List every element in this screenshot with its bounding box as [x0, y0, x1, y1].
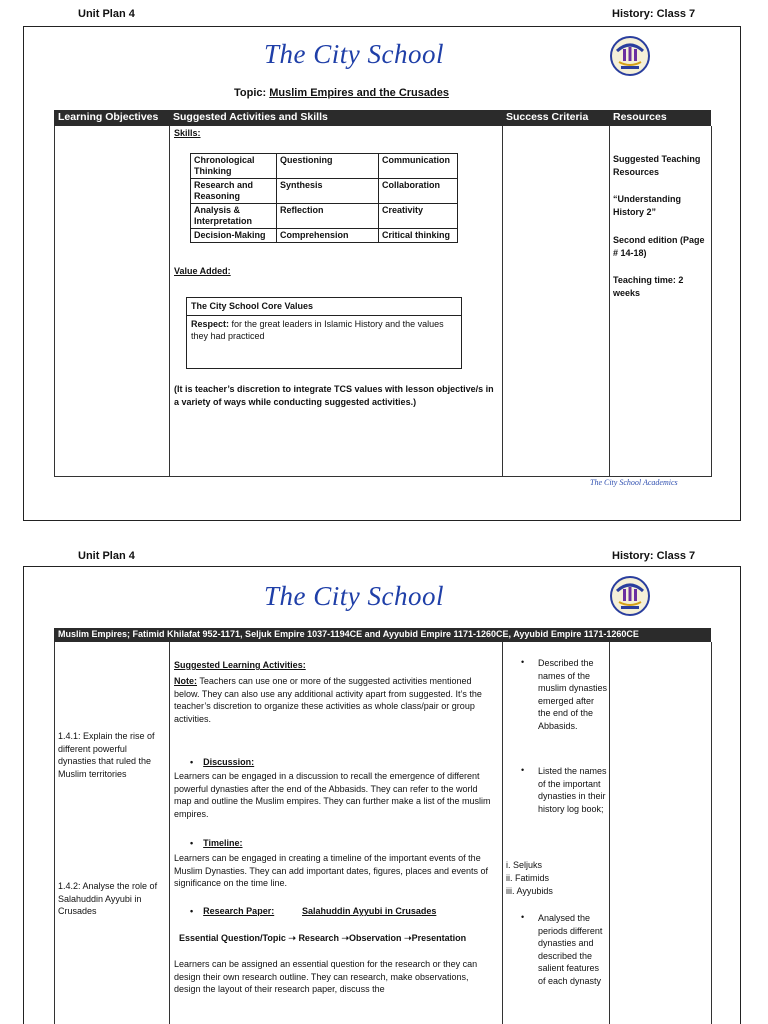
arrow-right-icon: ➝	[341, 933, 350, 943]
skills-table	[190, 153, 458, 243]
resource-4: Teaching time: 2 weeks	[613, 275, 684, 298]
arrow-right-icon: ➝	[288, 933, 296, 943]
table-cell: Collaboration	[379, 179, 458, 204]
table-border-left	[54, 126, 55, 476]
table-cell: Comprehension	[277, 229, 379, 243]
table-divider	[502, 642, 503, 1024]
bullet-icon: •	[521, 912, 525, 922]
timeline-title: • Timeline:	[190, 838, 243, 848]
class-label: History: Class 7	[612, 550, 696, 562]
skills-heading: Skills:	[174, 128, 201, 138]
activities-note	[174, 675, 496, 725]
table-divider	[169, 642, 170, 1024]
criteria-list-item: iii. Ayyubids	[506, 886, 553, 896]
discretion-note: (It is teacher’s discretion to integrate TCS values with lesson objective/s in a variety of ways while conducting suggested activities.)	[174, 384, 494, 407]
table-cell: Critical thinking	[379, 229, 458, 243]
col-success-criteria: Success Criteria	[506, 111, 589, 123]
research-flow	[179, 932, 466, 945]
discussion-title-text: Discussion:	[203, 757, 255, 767]
unit-plan-label: Unit Plan 4	[78, 550, 135, 562]
table-cell: Reflection	[277, 204, 379, 229]
table-row	[191, 204, 458, 229]
unit-title: Muslim Empires; Fatimid Khilafat 952-1171, Seljuk Empire 1037-1194CE and Ayyubid Empire 1171-1260CE, Ayyubid Empire 1171-1260CE	[58, 629, 639, 639]
school-crest-icon	[609, 35, 651, 77]
table-row	[191, 179, 458, 204]
class-label: History: Class 7	[612, 8, 696, 20]
resource-1: Suggested Teaching Resources	[613, 154, 701, 177]
criteria-2: Listed the names of the important dynasties in their history log book;	[538, 766, 607, 814]
table-divider	[609, 126, 610, 476]
arrow-right-icon: ➝	[404, 933, 412, 943]
table-cell: Communication	[379, 154, 458, 179]
table-row	[191, 229, 458, 243]
column-header-bar	[54, 110, 711, 126]
school-logo-text: The City School	[264, 39, 444, 69]
col-learning-objectives: Learning Objectives	[58, 111, 159, 123]
activities-heading: Suggested Learning Activities:	[174, 660, 306, 670]
page-2	[23, 566, 741, 1024]
table-cell: Research and Reasoning	[191, 179, 277, 204]
respect-text: for the great leaders in Islamic History and the values they had practiced	[191, 318, 444, 341]
core-values-box	[186, 297, 462, 369]
criteria-list-item: i. Seljuks	[506, 860, 543, 870]
unit-title-bar	[54, 628, 711, 642]
table-cell: Synthesis	[277, 179, 379, 204]
flow-step-3: Observation	[349, 933, 402, 943]
table-border-right	[711, 642, 712, 1024]
note-label: Note:	[174, 676, 197, 686]
timeline-text: Learners can be engaged in creating a timeline of the important events of the Muslim Dynasties. They can add important dates, figures, places and events of significance on the time line.	[174, 853, 488, 888]
value-added-heading: Value Added:	[174, 266, 231, 276]
criteria-1: Described the names of the muslim dynasties emerged after the end of the Abbasids.	[538, 658, 608, 731]
table-border-right	[711, 126, 712, 476]
criteria-list-item: ii. Fatimids	[506, 873, 550, 883]
topic-line	[234, 87, 449, 99]
table-border-left	[54, 642, 55, 1024]
research-topic: Salahuddin Ayyubi in Crusades	[302, 906, 437, 916]
col-suggested-activities: Suggested Activities and Skills	[173, 111, 328, 123]
core-values-title: The City School Core Values	[187, 298, 461, 316]
resource-3: Second edition (Page # 14-18)	[613, 235, 705, 258]
flow-step-4: Presentation	[411, 933, 467, 943]
academics-signature: The City School Academics	[590, 478, 678, 487]
table-divider	[169, 126, 170, 476]
table-divider	[609, 642, 610, 1024]
table-cell: Analysis & Interpretation	[191, 204, 277, 229]
research-text: Learners can be assigned an essential question for the research or they can design their own research outline. They can research, make observations, design the layout of their research paper, discuss the	[174, 959, 478, 994]
topic-title: Muslim Empires and the Crusades	[269, 87, 449, 99]
page-1	[23, 26, 741, 521]
research-title-text: Research Paper:	[203, 906, 275, 916]
respect-label: Respect:	[191, 318, 230, 329]
criteria-3: Analysed the periods different dynasties and described the salient features of each dynasty	[538, 913, 603, 986]
resource-2: “Understanding History 2”	[613, 194, 682, 217]
topic-label: Topic:	[234, 87, 267, 99]
unit-plan-label: Unit Plan 4	[78, 8, 135, 20]
table-row	[191, 154, 458, 179]
col-resources: Resources	[613, 111, 667, 123]
bullet-icon: •	[521, 657, 525, 667]
table-border-bottom	[54, 476, 712, 477]
school-crest-icon	[609, 575, 651, 617]
table-cell: Questioning	[277, 154, 379, 179]
flow-step-1: Essential Question/Topic	[179, 933, 286, 943]
discussion-title: • Discussion:	[190, 757, 255, 767]
flow-step-2: Research	[298, 933, 339, 943]
table-divider	[502, 126, 503, 476]
school-logo-text: The City School	[264, 581, 444, 611]
table-cell: Decision-Making	[191, 229, 277, 243]
research-paper-title: • Research Paper:	[190, 906, 275, 916]
discussion-text: Learners can be engaged in a discussion to recall the emergence of different powerful dynasties after the end of the Abbasids. They can refer to the world map and outline the Muslim empires. They can further make a list of the muslim empires.	[174, 771, 491, 819]
objective-1-4-2: 1.4.2: Analyse the role of Salahuddin Ayyubi in Crusades	[58, 881, 158, 916]
timeline-title-text: Timeline:	[203, 838, 243, 848]
table-cell: Creativity	[379, 204, 458, 229]
core-values-respect	[187, 316, 461, 345]
bullet-icon: •	[521, 765, 525, 775]
objective-1-4-1: 1.4.1: Explain the rise of different powerful dynasties that ruled the Muslim territories	[58, 731, 155, 779]
table-cell: Chronological Thinking	[191, 154, 277, 179]
note-text: Teachers can use one or more of the suggested activities mentioned below. They can also use any additional activity apart from suggested. It’s the teacher’s discretion to organize these activities as whole class/pair or group activities.	[174, 676, 482, 724]
